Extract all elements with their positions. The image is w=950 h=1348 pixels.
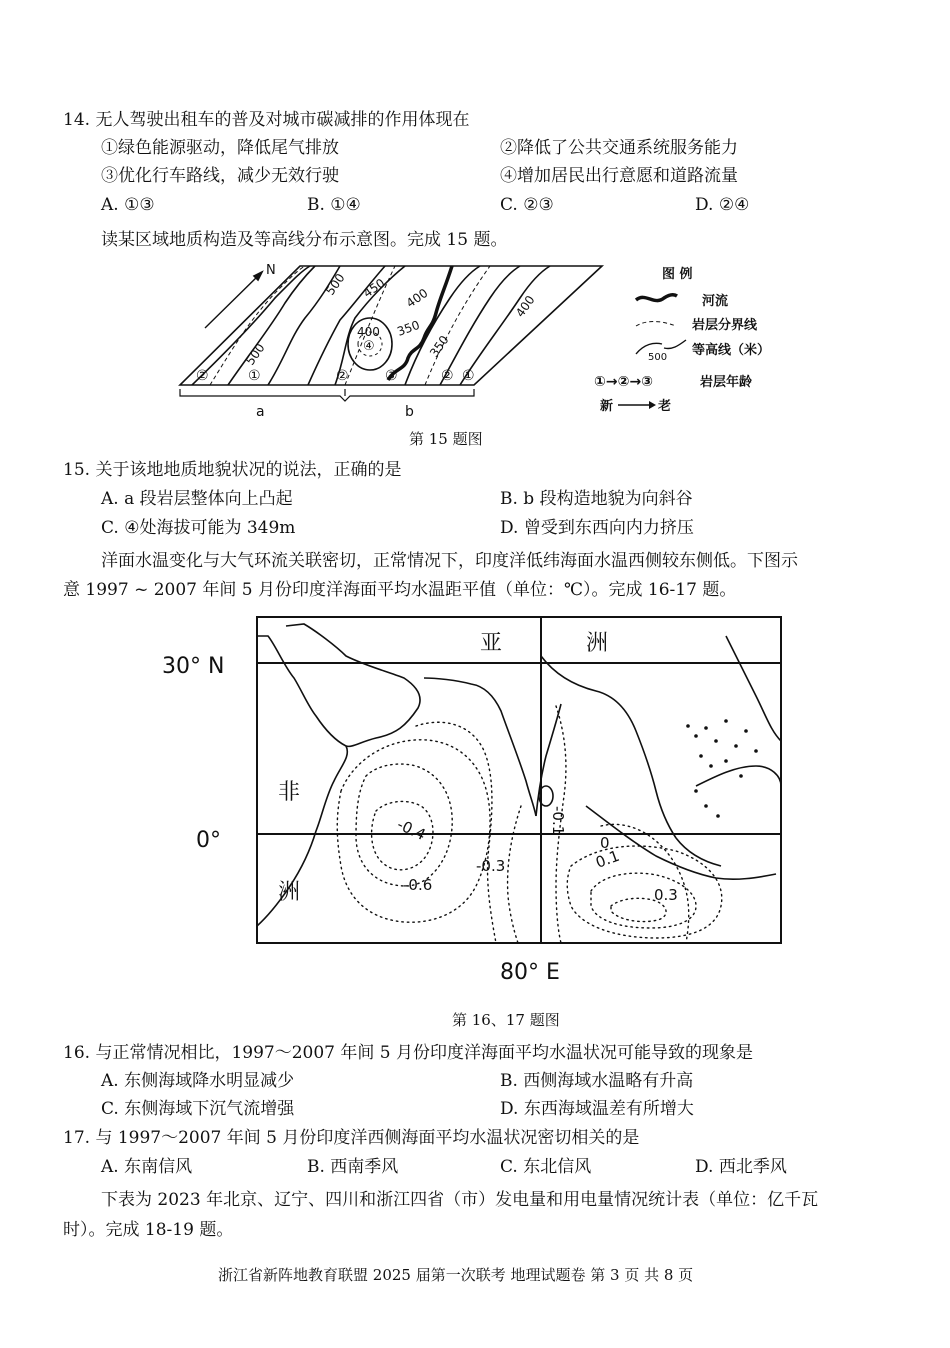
q15-stem: 15. 关于该地地质地貌状况的说法，正确的是 xyxy=(63,460,402,480)
isoline-label: 0 xyxy=(600,834,610,852)
q16-stem: 16. 与正常情况相比，1997～2007 年间 5 月份印度洋海面平均水温状况可能导致的现象是 xyxy=(63,1043,753,1063)
q18-intro-line1: 下表为 2023 年北京、辽宁、四川和浙江四省（市）发电量和用电量情况统计表（单位：亿千瓦 xyxy=(101,1190,819,1210)
north-label: N xyxy=(266,263,276,278)
contour-label: 450 xyxy=(360,275,388,301)
layer-label: ② xyxy=(196,368,209,384)
q14-stem: 14. 无人驾驶出租车的普及对城市碳减排的作用体现在 xyxy=(63,110,470,130)
q15-intro: 读某区域地质构造及等高线分布示意图。完成 15 题。 xyxy=(101,230,508,250)
lon-80e-label: 80° E xyxy=(500,960,560,985)
legend-contour-value: 500 xyxy=(648,352,668,363)
contour-label: 500 xyxy=(242,340,268,368)
segment-a-label: a xyxy=(256,404,265,420)
q17-option-c: C. 东北信风 xyxy=(500,1157,592,1177)
q16-intro-line1: 洋面水温变化与大气环流关联密切，正常情况下，印度洋低纬海面水温西侧较东侧低。下图示 xyxy=(101,551,798,571)
contour-label: 350 xyxy=(426,332,452,360)
layer-label: ② xyxy=(336,368,349,384)
legend-new: 新 xyxy=(600,399,614,414)
isoline-label: -0.3 xyxy=(476,857,506,875)
africa-label-1: 非 xyxy=(278,780,301,805)
lat-0-label: 0° xyxy=(196,828,221,853)
isoline-label: -0.6 xyxy=(403,876,433,894)
sst-anomaly-map xyxy=(256,616,782,944)
layer-label: ② xyxy=(441,368,454,384)
fig15-caption: 第 15 题图 xyxy=(409,430,483,448)
layer-label: ① xyxy=(248,368,261,384)
legend-old: 老 xyxy=(658,399,672,414)
page-footer: 浙江省新阵地教育联盟 2025 届第一次联考 地理试题卷 第 3 页 共 8 页 xyxy=(218,1266,694,1284)
layer-label: ① xyxy=(462,368,475,384)
legend-contour: 等高线（米） xyxy=(692,343,771,358)
q16-option-c: C. 东侧海域下沉气流增强 xyxy=(101,1099,295,1119)
isoline-label: 0.3 xyxy=(654,886,678,904)
q16-intro-line2: 意 1997 ~ 2007 年间 5 月份印度洋海面平均水温距平值（单位：℃）。完成 16-17 题。 xyxy=(63,580,737,600)
q15-option-a: A. a 段岩层整体向上凸起 xyxy=(101,489,293,509)
contour-label: 400 xyxy=(512,292,538,320)
legend-age-sequence: ①→②→③ xyxy=(594,374,654,390)
isoline-label: -0.4 xyxy=(394,815,429,844)
map-border xyxy=(257,617,781,943)
q17-option-d: D. 西北季风 xyxy=(695,1157,787,1177)
africa-label-2: 洲 xyxy=(278,880,301,905)
isoline-label: -0.1 xyxy=(549,806,567,836)
legend-boundary: 岩层分界线 xyxy=(692,318,758,333)
layer-label: ③ xyxy=(385,368,398,384)
segment-b-label: b xyxy=(405,404,414,420)
legend-river: 河流 xyxy=(702,294,729,309)
legend-boundary-icon xyxy=(636,322,676,327)
legend-age: 岩层年龄 xyxy=(700,375,753,390)
q16-option-a: A. 东侧海域降水明显减少 xyxy=(101,1071,295,1091)
layer-label: ④ xyxy=(363,339,375,354)
isoline-label: 0.1 xyxy=(593,846,622,872)
lat-30n-label: 30° N xyxy=(162,654,225,679)
q14-statement-2: ②降低了公共交通系统服务能力 xyxy=(500,138,738,158)
asia-label-2: 洲 xyxy=(586,631,609,656)
contour-label: 500 xyxy=(322,270,348,298)
geology-contour-map xyxy=(170,258,790,423)
q14-statement-3: ③优化行车路线，减少无效行驶 xyxy=(101,166,339,186)
q15-option-c: C. ④处海拔可能为 349m xyxy=(101,518,296,538)
legend-river-icon xyxy=(636,295,677,301)
q15-option-d: D. 曾受到东西向内力挤压 xyxy=(500,518,694,538)
asia-label-1: 亚 xyxy=(480,631,503,656)
contour-label: 400 xyxy=(357,325,380,339)
contour-label: 350 xyxy=(395,317,422,339)
q14-option-b: B. ①④ xyxy=(307,195,361,215)
q18-intro-line2: 时）。完成 18-19 题。 xyxy=(63,1220,234,1240)
q14-option-a: A. ①③ xyxy=(101,195,155,215)
q14-option-c: C. ②③ xyxy=(500,195,554,215)
q14-statement-1: ①绿色能源驱动，降低尾气排放 xyxy=(101,138,339,158)
q17-option-a: A. 东南信风 xyxy=(101,1157,193,1177)
q16-option-b: B. 西侧海域水温略有升高 xyxy=(500,1071,694,1091)
q14-option-d: D. ②④ xyxy=(695,195,750,215)
q17-option-b: B. 西南季风 xyxy=(307,1157,399,1177)
legend-title: 图 例 xyxy=(662,267,693,282)
q17-stem: 17. 与 1997～2007 年间 5 月份印度洋西侧海面平均水温状况密切相关的是 xyxy=(63,1128,640,1148)
contour-label: 400 xyxy=(403,285,431,311)
q15-option-b: B. b 段构造地貌为向斜谷 xyxy=(500,489,693,509)
fig16-caption: 第 16、17 题图 xyxy=(452,1011,560,1029)
q16-option-d: D. 东西海域温差有所增大 xyxy=(500,1099,694,1119)
q14-statement-4: ④增加居民出行意愿和道路流量 xyxy=(500,166,738,186)
